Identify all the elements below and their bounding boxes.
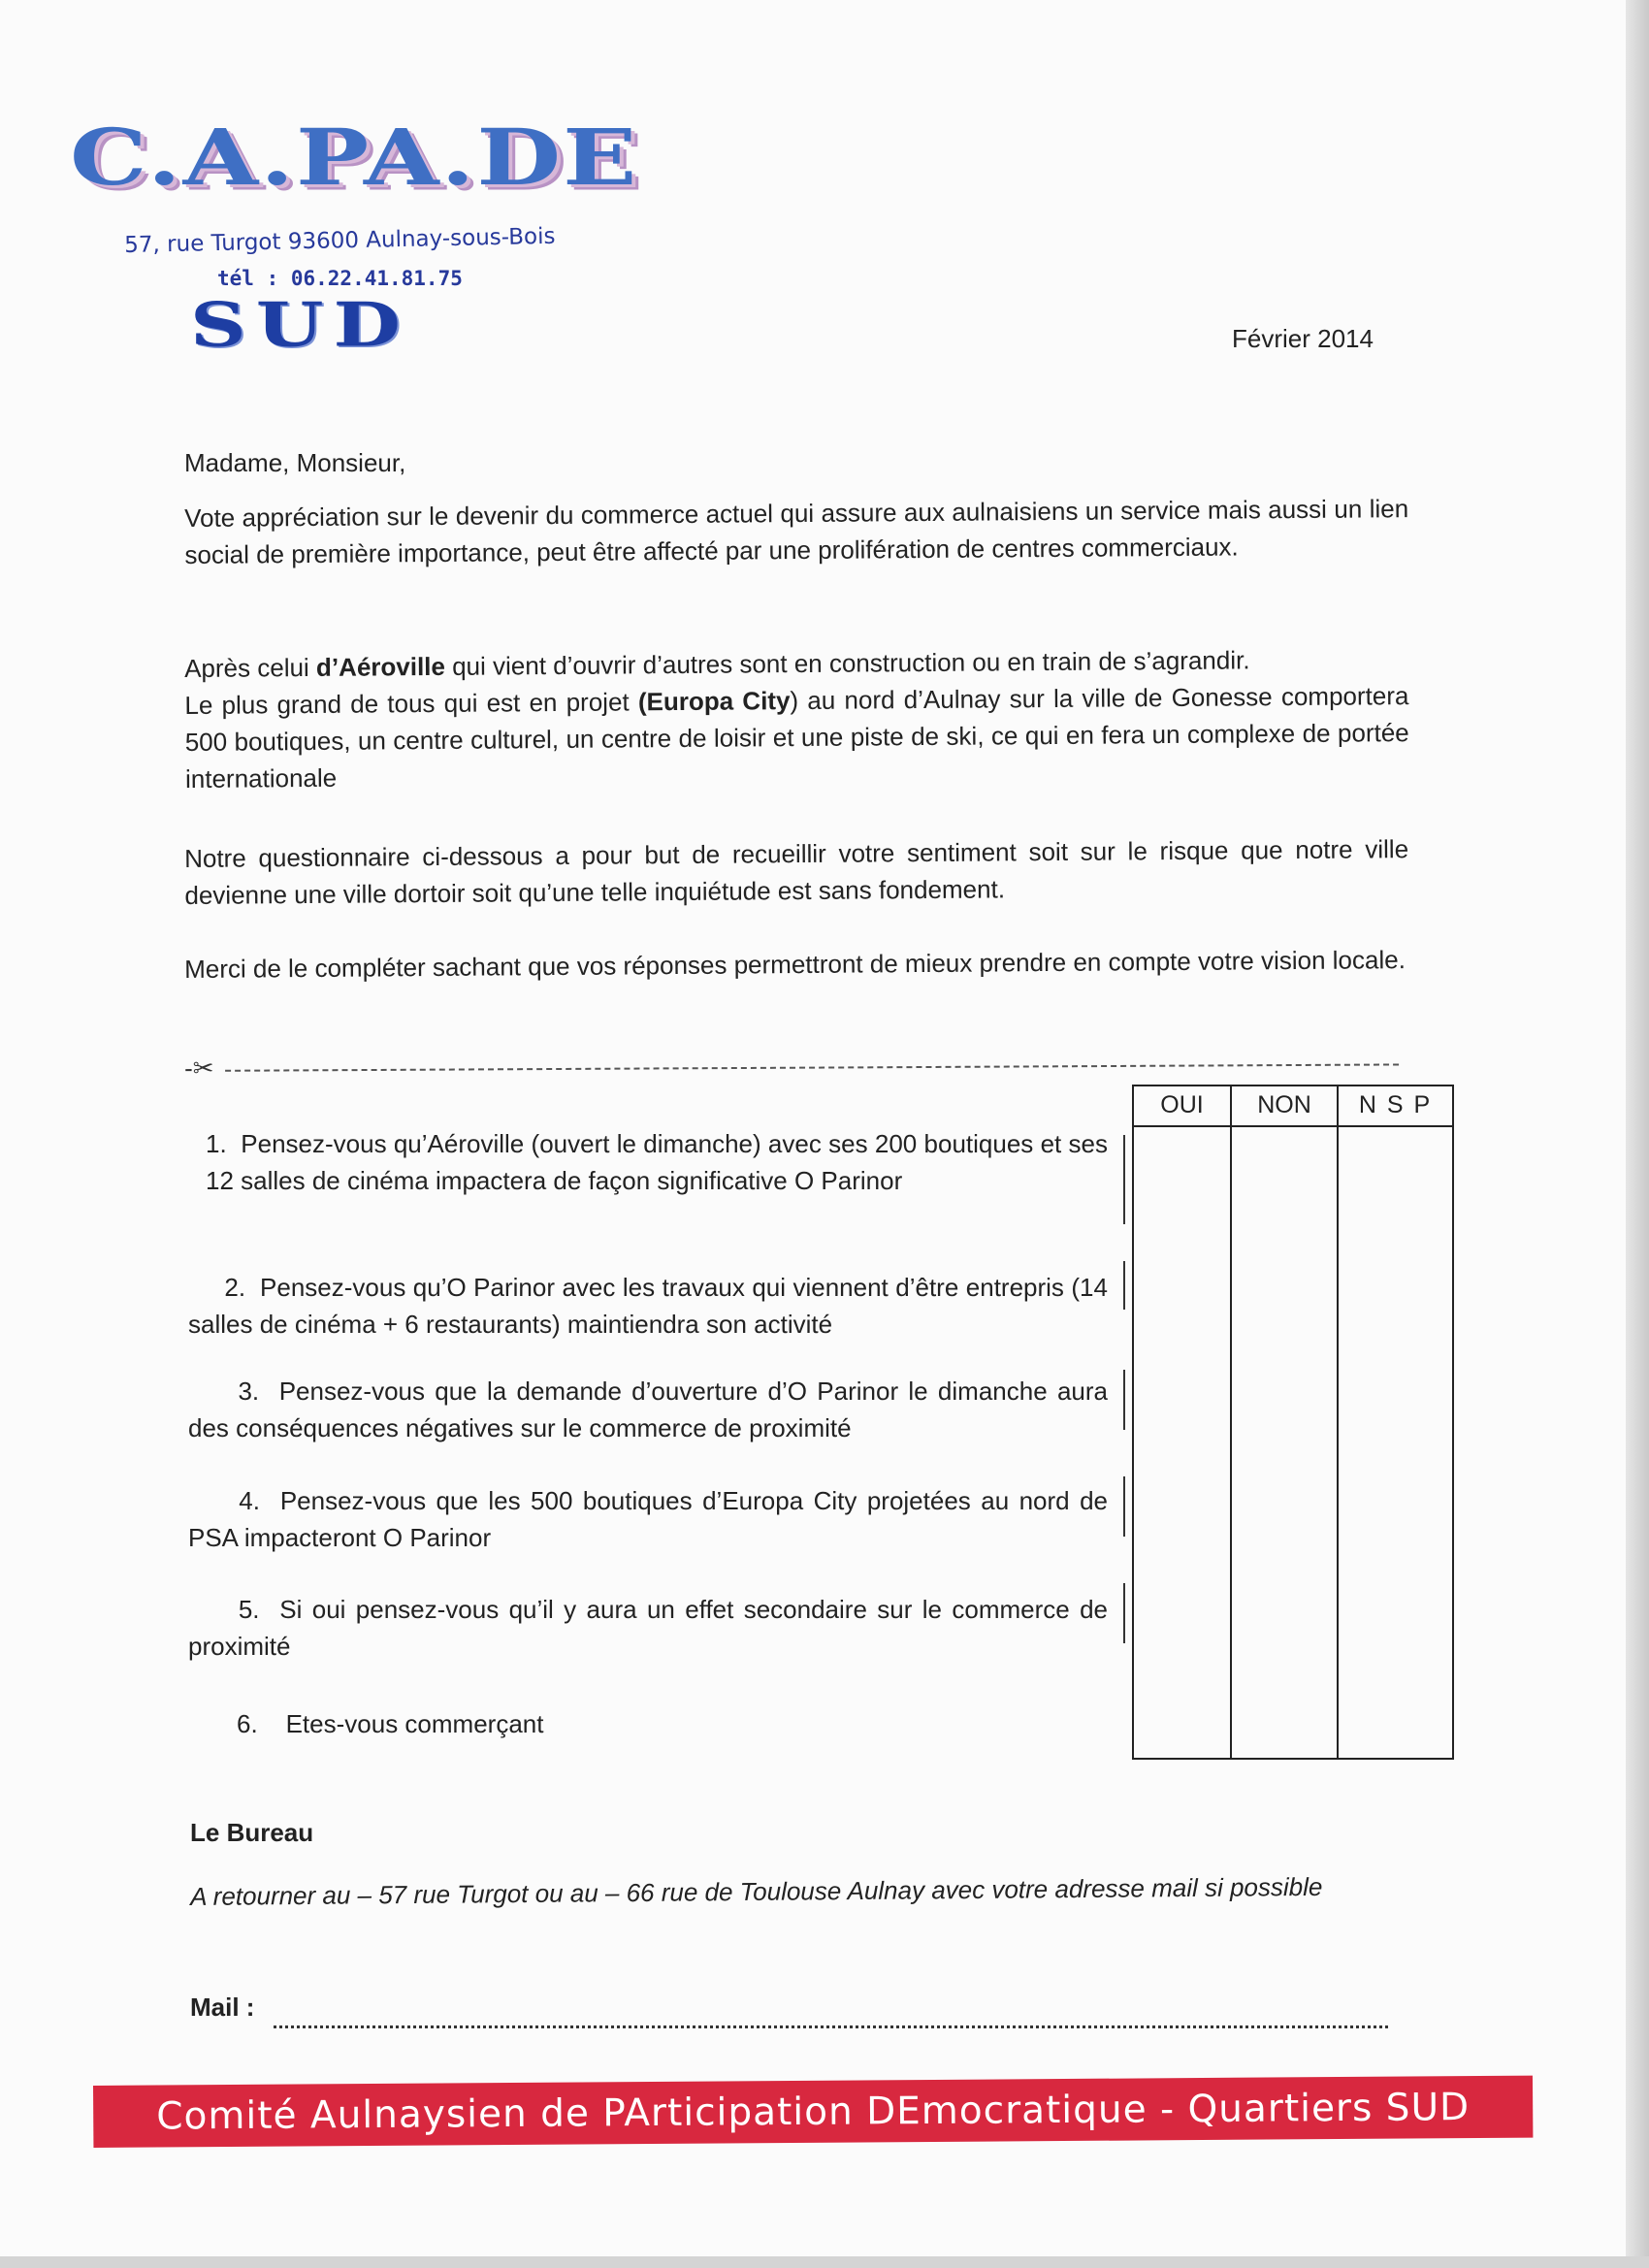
answer-area-non[interactable] xyxy=(1232,1127,1337,1758)
question-number: 3. xyxy=(238,1377,260,1406)
question-4 xyxy=(188,1482,1108,1556)
question-number: 5. xyxy=(238,1595,260,1624)
question-text: Si oui pensez-vous qu’il y aura un effet secondaire sur le commerce de proximité xyxy=(188,1595,1108,1661)
question-text: Etes-vous commerçant xyxy=(285,1709,544,1738)
p2-text-c: qui vient d’ouvrir d’autres sont en construction ou en train de s’agrandir. xyxy=(444,645,1250,681)
margin-mark xyxy=(1123,1135,1125,1224)
p2-aeroville: d’Aéroville xyxy=(315,651,446,682)
answer-table xyxy=(1132,1085,1454,1760)
page-edge xyxy=(1626,0,1649,2268)
question-text: Pensez-vous que les 500 boutiques d’Europa City projetées au nord de PSA impacteront O Parinor xyxy=(188,1486,1108,1552)
mail-line xyxy=(190,1993,1388,2029)
column-nsp: N S P xyxy=(1358,1091,1433,1118)
question-text: Pensez-vous que la demande d’ouverture d’O Parinor le dimanche aura des conséquences négatives sur le commerce de proximité xyxy=(188,1377,1108,1442)
logo-text: C.A.PA.DE xyxy=(70,111,639,204)
question-number: 6. xyxy=(237,1709,258,1738)
scissors-icon: -✂ xyxy=(184,1053,214,1083)
margin-mark xyxy=(1123,1370,1125,1430)
sud-logo: SUD xyxy=(190,289,410,361)
margin-mark xyxy=(1123,1583,1125,1643)
return-instructions: A retourner au – 57 rue Turgot ou au – 66 rue de Toulouse Aulnay avec votre adresse mail si possible xyxy=(190,1871,1323,1911)
cut-line xyxy=(184,1047,1399,1083)
signature-bureau: Le Bureau xyxy=(190,1818,314,1847)
greeting: Madame, Monsieur, xyxy=(184,448,406,477)
margin-mark xyxy=(1123,1476,1125,1537)
question-5 xyxy=(188,1591,1108,1665)
capade-logo xyxy=(70,111,642,221)
p2-europa-city: (Europa City xyxy=(637,686,791,717)
association-address: 57, rue Turgot 93600 Aulnay-sous-Bois xyxy=(124,223,556,258)
column-non: NON xyxy=(1257,1091,1311,1118)
p2-text-f: ) au nord d’Aulnay sur la ville de Gonesse comportera 500 boutiques, un centre culturel, un centre de loisir et une piste de ski, ce qui en fera un complexe de portée internationale xyxy=(184,681,1409,794)
p2-text-a: Après celui xyxy=(184,652,317,683)
question-2 xyxy=(188,1269,1108,1343)
letter-date: Février 2014 xyxy=(1232,324,1374,353)
paragraph-1: Vote appréciation sur le devenir du commerce actuel qui assure aux aulnaisiens un service mais aussi un lien social de première importance, peut être affecté par une prolifération de centres commerciaux. xyxy=(184,494,1409,569)
question-1 xyxy=(206,1125,1108,1199)
question-3 xyxy=(188,1373,1108,1446)
question-number: 4. xyxy=(239,1486,260,1515)
page-bottom-edge xyxy=(0,2256,1649,2268)
footer-banner: Comité Aulnaysien de PArticipation DEmocratique - Quartiers SUD xyxy=(93,2076,1533,2148)
question-number: 2. xyxy=(224,1273,246,1302)
mail-label: Mail : xyxy=(190,1993,255,2022)
answer-area-oui[interactable] xyxy=(1134,1127,1230,1758)
margin-mark xyxy=(1123,1261,1125,1310)
p2-text-d: Le plus grand de tous qui est en projet xyxy=(184,687,639,720)
association-phone: tél : 06.22.41.81.75 xyxy=(217,267,463,290)
question-text: Pensez-vous qu’O Parinor avec les travaux qui viennent d’être entrepris (14 salles de cinéma + 6 restaurants) maintiendra son activité xyxy=(188,1273,1108,1339)
paragraph-2 xyxy=(184,640,1409,797)
dashed-line xyxy=(225,1063,1399,1071)
paragraph-3: Notre questionnaire ci-dessous a pour but de recueillir votre sentiment soit sur le risque que notre ville devienne une ville dortoir soit qu’une telle inquiétude est sans fondement. xyxy=(184,834,1409,910)
answer-area-nsp[interactable] xyxy=(1339,1127,1452,1758)
paragraph-4: Merci de le compléter sachant que vos réponses permettront de mieux prendre en compte votre vision locale. xyxy=(184,945,1406,984)
question-6 xyxy=(237,1705,543,1742)
question-text: Pensez-vous qu’Aéroville (ouvert le dimanche) avec ses 200 boutiques et ses 12 salles de cinéma impactera de façon significative O Parinor xyxy=(206,1129,1109,1195)
question-number: 1. xyxy=(206,1129,227,1158)
mail-field[interactable] xyxy=(274,2004,1388,2028)
column-oui: OUI xyxy=(1160,1091,1204,1118)
